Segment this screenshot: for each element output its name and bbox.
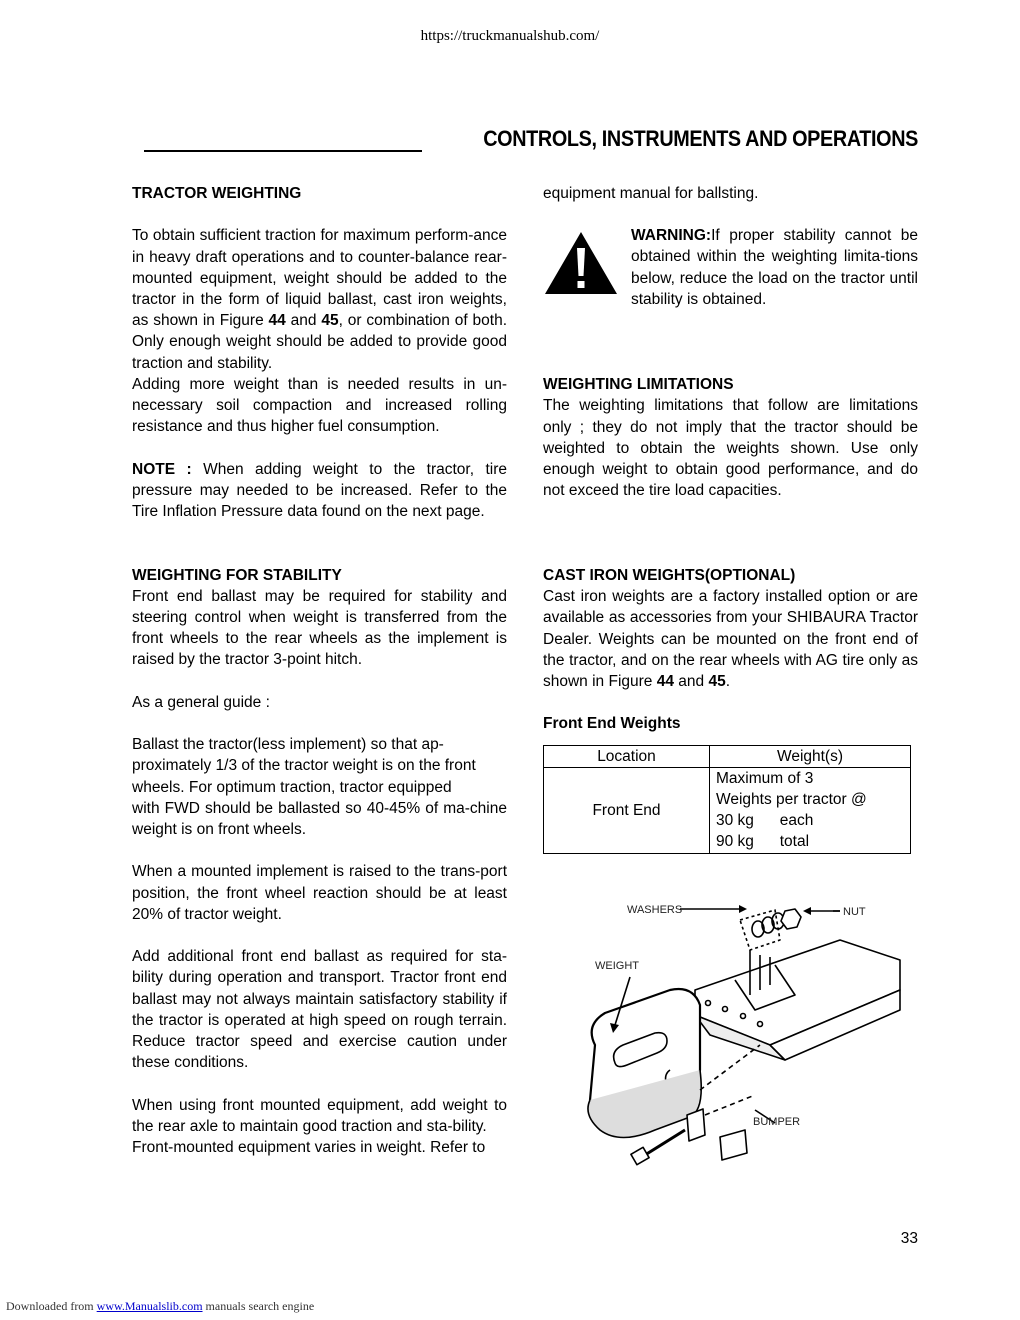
- figure-label-washers: WASHERS: [627, 904, 683, 916]
- note-paragraph: NOTE : When adding weight to the tractor, tire pressure may needed to be increased. Refer to the Tire Inflation Pressure data found on the next page.: [132, 460, 507, 521]
- warning-triangle-icon: [543, 230, 619, 296]
- limits-heading: WEIGHTING LIMITATIONS: [543, 376, 734, 394]
- cast-iron-paragraph: Cast iron weights are a factory installed option or are available as accessories from your SHIBAURA Tractor Dealer. Weights can be mounted on the front end of the tractor, and on the rear wheels with AG tire only as shown in Figure 44 and 45.: [543, 588, 918, 691]
- limits-paragraph: The weighting limitations that follow are limitations only ; they do not imply that the tractor should be weighted to obtain the weights shown. Use only enough weight to obtain good performance, and do not exceed the tire load capacities.: [543, 397, 918, 500]
- left-column: [132, 183, 507, 1158]
- stability-paragraph-6: When using front mounted equipment, add weight to the rear axle to maintain good traction and sta-bility.: [132, 1096, 507, 1135]
- front-end-weights-table: [543, 745, 911, 854]
- tractor-weighting-heading: TRACTOR WEIGHTING: [132, 185, 302, 202]
- page-number: 33: [900, 1230, 918, 1247]
- table-row: [544, 767, 911, 853]
- source-url: https://truckmanualshub.com/: [420, 28, 600, 44]
- stability-paragraph-5: Add additional front end ballast as required for sta-bility during operation and transport. Tractor front end ballast may not always maintain satisfactory stability if the tractor is operated at high speed on rough terrain. Reduce tractor speed and exercise caution under these conditions.: [132, 948, 507, 1072]
- stability-paragraph-2: As a general guide :: [132, 693, 270, 711]
- stability-paragraph-3: Ballast the tractor(less implement) so that ap-proximately 1/3 of the tractor weight is on the front wheels. For optimum traction, tractor equipped: [132, 736, 476, 796]
- front-weight-illustration: [575, 885, 905, 1185]
- stability-paragraph-1: Front end ballast may be required for stability and steering control when weight is transferred from the front wheels to the rear wheels as the implement is raised by the tractor 3-point hitch.: [132, 587, 507, 669]
- table-header-row: [544, 745, 911, 767]
- stability-heading: WEIGHTING FOR STABILITY: [132, 566, 342, 584]
- stability-paragraph-4: When a mounted implement is raised to the trans-port position, the front wheel reaction should be at least 20% of tractor weight.: [132, 863, 507, 923]
- footer-credit: Downloaded from www.Manualslib.com manuals search engine: [6, 1299, 315, 1313]
- figure-label-nut: NUT: [843, 906, 866, 918]
- table-cell-weights: Maximum of 3 Weights per tractor @ 30 kg each 90 kg total: [710, 767, 911, 853]
- cast-iron-heading: CAST IRON WEIGHTS(OPTIONAL): [543, 567, 796, 584]
- warning-label: WARNING:: [631, 227, 712, 245]
- stability-paragraph-3b: with FWD should be ballasted so 40-45% of ma-chine weight is on front wheels.: [132, 799, 507, 839]
- header-rule: [144, 150, 422, 152]
- figure-label-bumper: BUMPER: [753, 1116, 801, 1128]
- table-header-weights: Weight(s): [710, 745, 911, 767]
- manualslib-link[interactable]: www.Manualslib.com: [96, 1299, 203, 1313]
- tractor-weighting-paragraph-2: Adding more weight than is needed results in un-necessary soil compaction and increased rolling resistance and thus higher fuel consumption.: [132, 375, 507, 436]
- page-title: CONTROLS, INSTRUMENTS AND OPERATIONS: [483, 126, 918, 151]
- table-header-location: Location: [544, 745, 710, 767]
- front-end-weights-heading: Front End Weights: [543, 715, 681, 733]
- stability-paragraph-7: Front-mounted equipment varies in weight. Refer to: [132, 1139, 486, 1157]
- continuation-text: equipment manual for ballsting.: [543, 185, 759, 202]
- figure-label-weight: WEIGHT: [595, 960, 639, 972]
- warning-block: [543, 204, 918, 352]
- tractor-weighting-paragraph-1: To obtain sufficient traction for maximum perform-ance in heavy draft operations and to counter-balance rear-mounted equipment, weight should be added to the tractor in the form of liquid ballast, cast iron weights, as shown in Figure 44 and 45, or combination of both. Only enough weight should be added to provide good traction and stability.: [132, 227, 507, 372]
- warning-text: WARNING:If proper stability cannot be obtained within the weighting limita-tions below, reduce the load on the tractor until stability is obtained.: [631, 227, 918, 308]
- right-column: [543, 183, 918, 854]
- table-cell-location: Front End: [544, 767, 710, 853]
- note-label: NOTE :: [132, 460, 192, 478]
